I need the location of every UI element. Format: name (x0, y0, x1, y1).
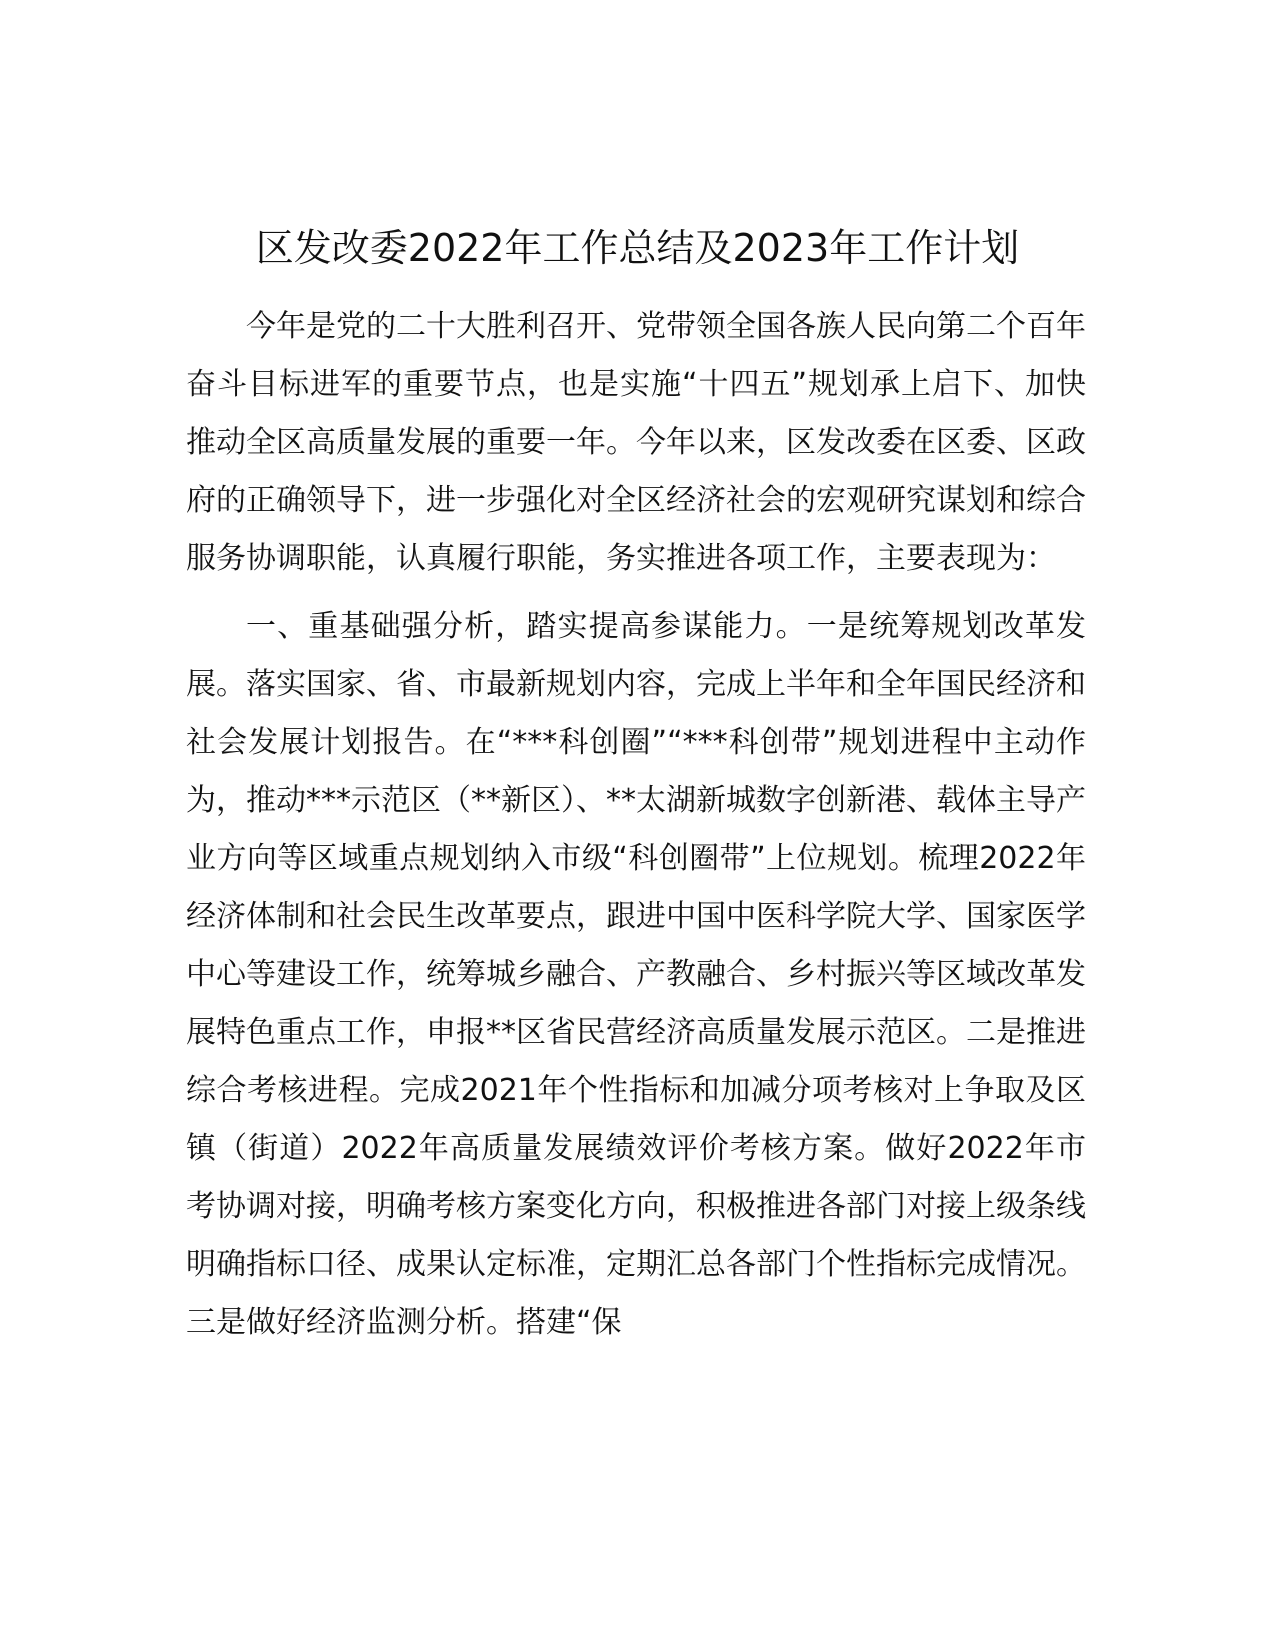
intro-paragraph: 今年是党的二十大胜利召开、党带领全国各族人民向第二个百年奋斗目标进军的重要节点，也是实施“十四五”规划承上启下、加快推动全区高质量发展的重要一年。今年以来，区发改委在区委、区政府的正确领导下，进一步强化对全区经济社会的宏观研究谋划和综合服务协调职能，认真履行职能，务实推进各项工作，主要表现为： (186, 309, 1086, 576)
section-one-paragraph: 一、重基础强分析，踏实提高参谋能力。一是统筹规划改革发展。落实国家、省、市最新规划内容，完成上半年和全年国民经济和社会发展计划报告。在“***科创圈”“***科创带”规划进程中主动作为，推动***示范区（**新区）、**太湖新城数字创新港、载体主导产业方向等区域重点规划纳入市级“科创圈带”上位规划。梳理2022年经济体制和社会民生改革要点，跟进中国中医科学院大学、国家医学中心等建设工作，统筹城乡融合、产教融合、乡村振兴等区域改革发展特色重点工作，申报**区省民营经济高质量发展示范区。二是推进综合考核进程。完成2021年个性指标和加减分项考核对上争取及区镇（街道）2022年高质量发展绩效评价考核方案。做好2022年市考协调对接，明确考核方案变化方向，积极推进各部门对接上级条线明确指标口径、成果认定标准，定期汇总各部门个性指标完成情况。三是做好经济监测分析。搭建“保 (186, 609, 1086, 1340)
document-body (186, 298, 1086, 1352)
document-title: 区发改委2022年工作总结及2023年工作计划 (255, 226, 1020, 270)
